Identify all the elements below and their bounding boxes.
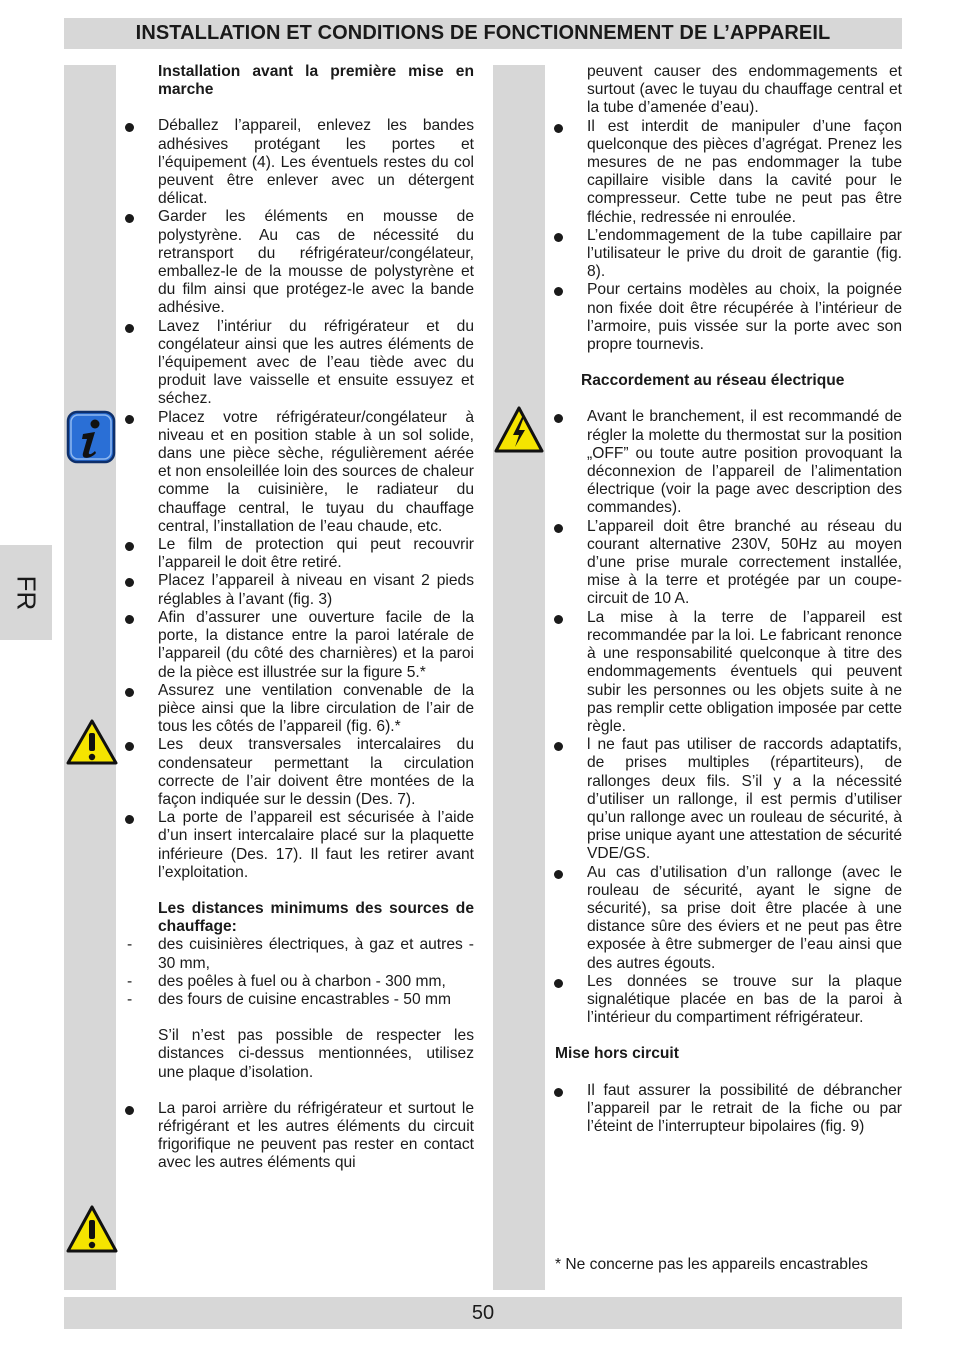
list-item [158, 736, 474, 809]
list-item-text: Au cas d’utilisation d’un rallonge (avec le rouleau de sécurité, ayant le signe de sécurité), sa prise doit être placée à une distance sûre des éviers et ne peut pas être exposée à être submerger de l’eau ainsi que des autres égouts. [587, 863, 902, 972]
list-item-text: l ne faut pas utiliser de raccords adaptatifs, de prises multiples (répartiteurs), de rallonges deux fils. S’il y a la nécessité d’utiliser un rallonge, il est permis d’utiliser qu’un rallonge avec un rouleau de sécurité, à prise unique ayant une attestation de sécurité VDE/GS. [587, 736, 902, 863]
list-item-text: Placez l’appareil à niveau en visant 2 pieds réglables à l’avant (fig. 3) [158, 572, 474, 608]
list-item-text: Les deux transversales intercalaires du condensateur permettant la circulation correcte de l’air doivent être montées de la façon indiquée sur le dessin (Des. 7). [158, 736, 474, 808]
list-item [158, 572, 474, 608]
section-heading: Installation avant la première mise en marche [158, 63, 474, 99]
high-voltage-icon [494, 405, 544, 455]
list-item [587, 1082, 902, 1137]
list-item-text: L’endommagement de la tube capillaire par l’utilisateur le prive du droit de garantie (fig. 8). [587, 226, 902, 281]
list-item [587, 118, 902, 227]
list-item [587, 864, 902, 973]
list-item [158, 117, 474, 208]
list-item [158, 318, 474, 409]
info-icon [66, 410, 116, 464]
footer-bar [64, 1297, 902, 1329]
page-number: 50 [471, 1301, 495, 1324]
list-item [587, 408, 902, 517]
paragraph: S’il n’est pas possible de respecter les distances ci-dessus mentionnées, utilisez une plaque d’isolation. [158, 1027, 474, 1081]
section-heading: Les distances minimums des sources de chauffage: [158, 899, 474, 936]
list-item-text: Il est interdit de manipuler d’une façon quelconque des pièces d’agrégat. Prenez les mesures de ne pas endommager la tube capillaire visible dans la cavité pour le compresseur. Cette tube ne peut pas être fléchie, redressée ni enroulée. [587, 117, 902, 226]
list-item-text: Assurez une ventilation convenable de la pièce ainsi que la libre circulation de l’air de tous les côtés de l’appareil (fig. 6).* [158, 681, 474, 736]
list-item [158, 809, 474, 882]
paragraph: peuvent causer des endommagements et surtout (avec le tuyau du chauffage central et la tube d’amenée d’eau). [587, 63, 902, 117]
list-item-text: des poêles à fuel ou à charbon - 300 mm, [158, 972, 446, 990]
language-tab [0, 545, 52, 640]
list-item [158, 208, 474, 317]
list-item-text: Pour certains modèles au choix, la poignée non fixée doit être récupérée à l’intérieur de l’armoire, puis vissée sur la porte avec son propre tournevis. [587, 281, 902, 354]
list-item-text: Déballez l’appareil, enlevez les bandes adhésives protégant les portes et l’équipement (4). Les éventuels restes du col peuvent être enlever avec un détergent délicat. [158, 117, 474, 208]
list-item-text: La mise à la terre de l’appareil est recommandée par la loi. Le fabricant renonce à une responsabilité quelconque à titre des endommagements éventuels qui peuvent subir les personnes ou les objets suite à ne pas remplir cette obligation imposée par cette règle. [587, 608, 902, 735]
right-column [555, 63, 902, 1136]
list-item-text: La porte de l’appareil est sécurisée à l’aide d’un insert intercalaire placé sur la plaquette inférieure (Des. 17). Il faut les retirer avant l’exploitation. [158, 809, 474, 881]
language-label: FR [11, 575, 42, 610]
list-item [158, 609, 474, 682]
footnote [555, 1256, 900, 1274]
warning-triangle-icon [66, 718, 118, 766]
list-item: - des cuisinières électriques, à gaz et autres - 30 mm, [127, 936, 474, 972]
footnote-text: * Ne concerne pas les appareils encastrables [555, 1256, 868, 1273]
list-item: - des fours de cuisine encastrables - 50 mm [127, 990, 451, 1008]
list-item [158, 536, 474, 572]
list-item [587, 736, 902, 863]
warning-triangle-icon [66, 1204, 118, 1256]
section-heading: Mise hors circuit [555, 1045, 679, 1063]
page-title: INSTALLATION ET CONDITIONS DE FONCTIONNEMENT DE L’APPAREIL [135, 22, 831, 44]
list-item-text: Avant le branchement, il est recommandé de régler la molette du thermostat sur la position „OFF” ou toute autre position provoquant la déconnexion de l’appareil de l’alimentation électrique (voir la page avec description des commandes). [587, 408, 902, 517]
list-item-text: Il faut assurer la possibilité de débrancher l’appareil par le retrait de la fiche ou par l’éteint de l’interrupteur bipolaires (fig. 9) [587, 1081, 902, 1135]
left-margin-strip [64, 65, 116, 1290]
list-item-text: Les données se trouve sur la plaque signalétique placée en bas de la paroi à l’intérieur du compartiment réfrigérateur. [587, 972, 902, 1027]
list-item: - des poêles à fuel ou à charbon - 300 mm, [127, 972, 446, 990]
list-item [158, 1100, 474, 1173]
header-bar [64, 18, 902, 49]
list-item-text: des cuisinières électriques, à gaz et autres - 30 mm, [158, 936, 474, 972]
list-item [587, 281, 902, 354]
list-item-text: La paroi arrière du réfrigérateur et surtout le réfrigérant et les autres éléments du circuit frigorifique ne peuvent pas rester en contact avec les autres éléments qui [158, 1099, 474, 1172]
right-margin-strip [493, 65, 545, 1290]
list-item-text: Le film de protection qui peut recouvrir l’appareil le doit être retiré. [158, 536, 474, 572]
list-item [587, 518, 902, 609]
list-item-text: Garder les éléments en mousse de polystyrène. Au cas de nécessité du retransport du réfrigérateur/congélateur, emballez-le de la mousse de polystyrène et du film ainsi que protégez-le avec la bande adhésive. [158, 208, 474, 317]
list-item-text: des fours de cuisine encastrables - 50 mm [158, 990, 451, 1008]
list-item [158, 682, 474, 737]
list-item [587, 973, 902, 1028]
list-item [158, 409, 474, 536]
list-item-text: L’appareil doit être branché au réseau du courant alternative 230V, 50Hz au moyen d’une prise murale correctement installée, mise à la terre et protégée par un coupe-circuit de 10 A. [587, 517, 902, 608]
left-column [127, 63, 474, 1173]
section-heading: Raccordement au réseau électrique [581, 372, 845, 390]
list-item-text: Afin d’assurer une ouverture facile de la porte, la distance entre la paroi latérale de l’appareil (du côté des charnières) et la paroi de la pièce est illustrée sur la figure 5.* [158, 608, 474, 681]
list-item-text: Lavez l’intériur du réfrigérateur et du congélateur ainsi que les autres éléments de l’équipement avec de l’eau tiède avec du produit lave vaisselle et ensuite essuyez et séchez. [158, 317, 474, 408]
list-item-text: Placez votre réfrigérateur/congélateur à niveau et en position stable à un sol solide, dans une pièce sèche, régulièrement aérée et non ensoleillée loin des sources de chaleur comme la cuisinière, le radiateur du chauffage central, le tuyau du chauffage central, l’installation de l’eau chaude, etc. [158, 408, 474, 535]
list-item [587, 609, 902, 736]
list-item [587, 227, 902, 282]
